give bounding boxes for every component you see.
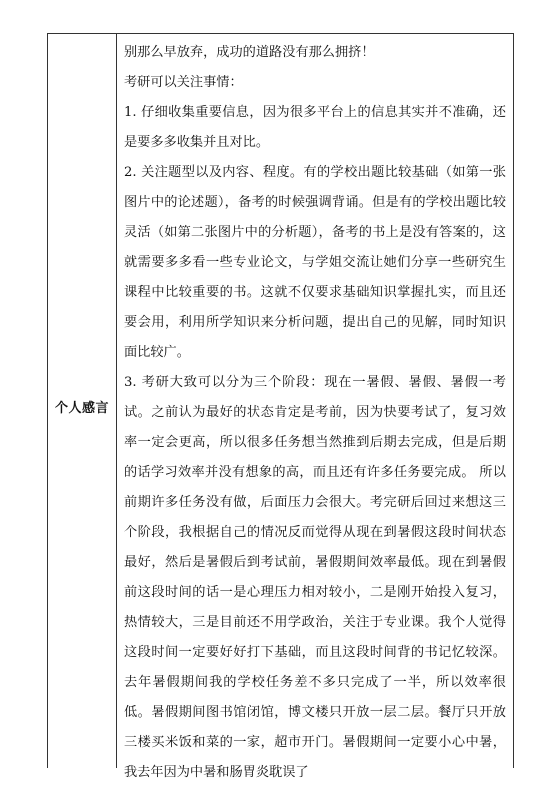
paragraph-point-1: 1. 仔细收集重要信息，因为很多平台上的信息其实并不准确，还是要多多收集并且对比。 [124, 105, 506, 150]
paragraph-point-2: 2. 关注题型以及内容、程度。有的学校出题比较基础（如第一张图片中的论述题），备考的时候强调背诵。但是有的学校出题比较灵活（如第二张图片中的分析题），备考的书上是没有答案的，这就需要多多看一些专业论文，与学姐交流让她们分享一些研究生课程中比较重要的书。这就不仅要求基础知识掌握扎实，而且还要会用，利用所学知识来分析问题，提出自己的见解，同时知识面比较广。 [124, 165, 506, 360]
paragraph-heading: 考研可以关注事情： [124, 75, 243, 90]
paragraph-point-3: 3. 考研大致可以分为三个阶段：现在一暑假、暑假、暑假一考试。之前认为最好的状态肯定是考前，因为快要考试了，复习效率一定会更高，所以很多任务想当然推到后期去完成，但是后期的话学习效率并没有想象的高，而且还有许多任务要完成。 所以前期许多任务没有做，后面压力会很大。考完研后回过来想这三个阶段，我根据自己的情况反而觉得从现在到暑假这段时间状态最好，然后是暑假后到考试前，暑假期间效率最低。现在到暑假前这段时间的话一是心理压力相对较小，二是刚开始投入复习，热情较大，三是目前还不用学政治，关注于专业课。我个人觉得这段时间一定要好好打下基础，而且这段时间背的书记忆较深。去年暑假期间我的学校任务差不多只完成了一半，所以效率很低。暑假期间图书馆闭馆，博文楼只开放一层二层。餐厅只开放三楼买米饭和菜的一家，超市开门。暑假期间一定要小心中暑，我去年因为中暑和肠胃炎耽误了 [124, 375, 506, 780]
feedback-table [47, 33, 514, 780]
paragraph-intro: 别那么早放弃，成功的道路没有那么拥挤！ [124, 45, 375, 60]
row-label-cell [48, 34, 117, 768]
row-label: 个人感言 [54, 400, 109, 416]
content-cell [117, 34, 513, 780]
